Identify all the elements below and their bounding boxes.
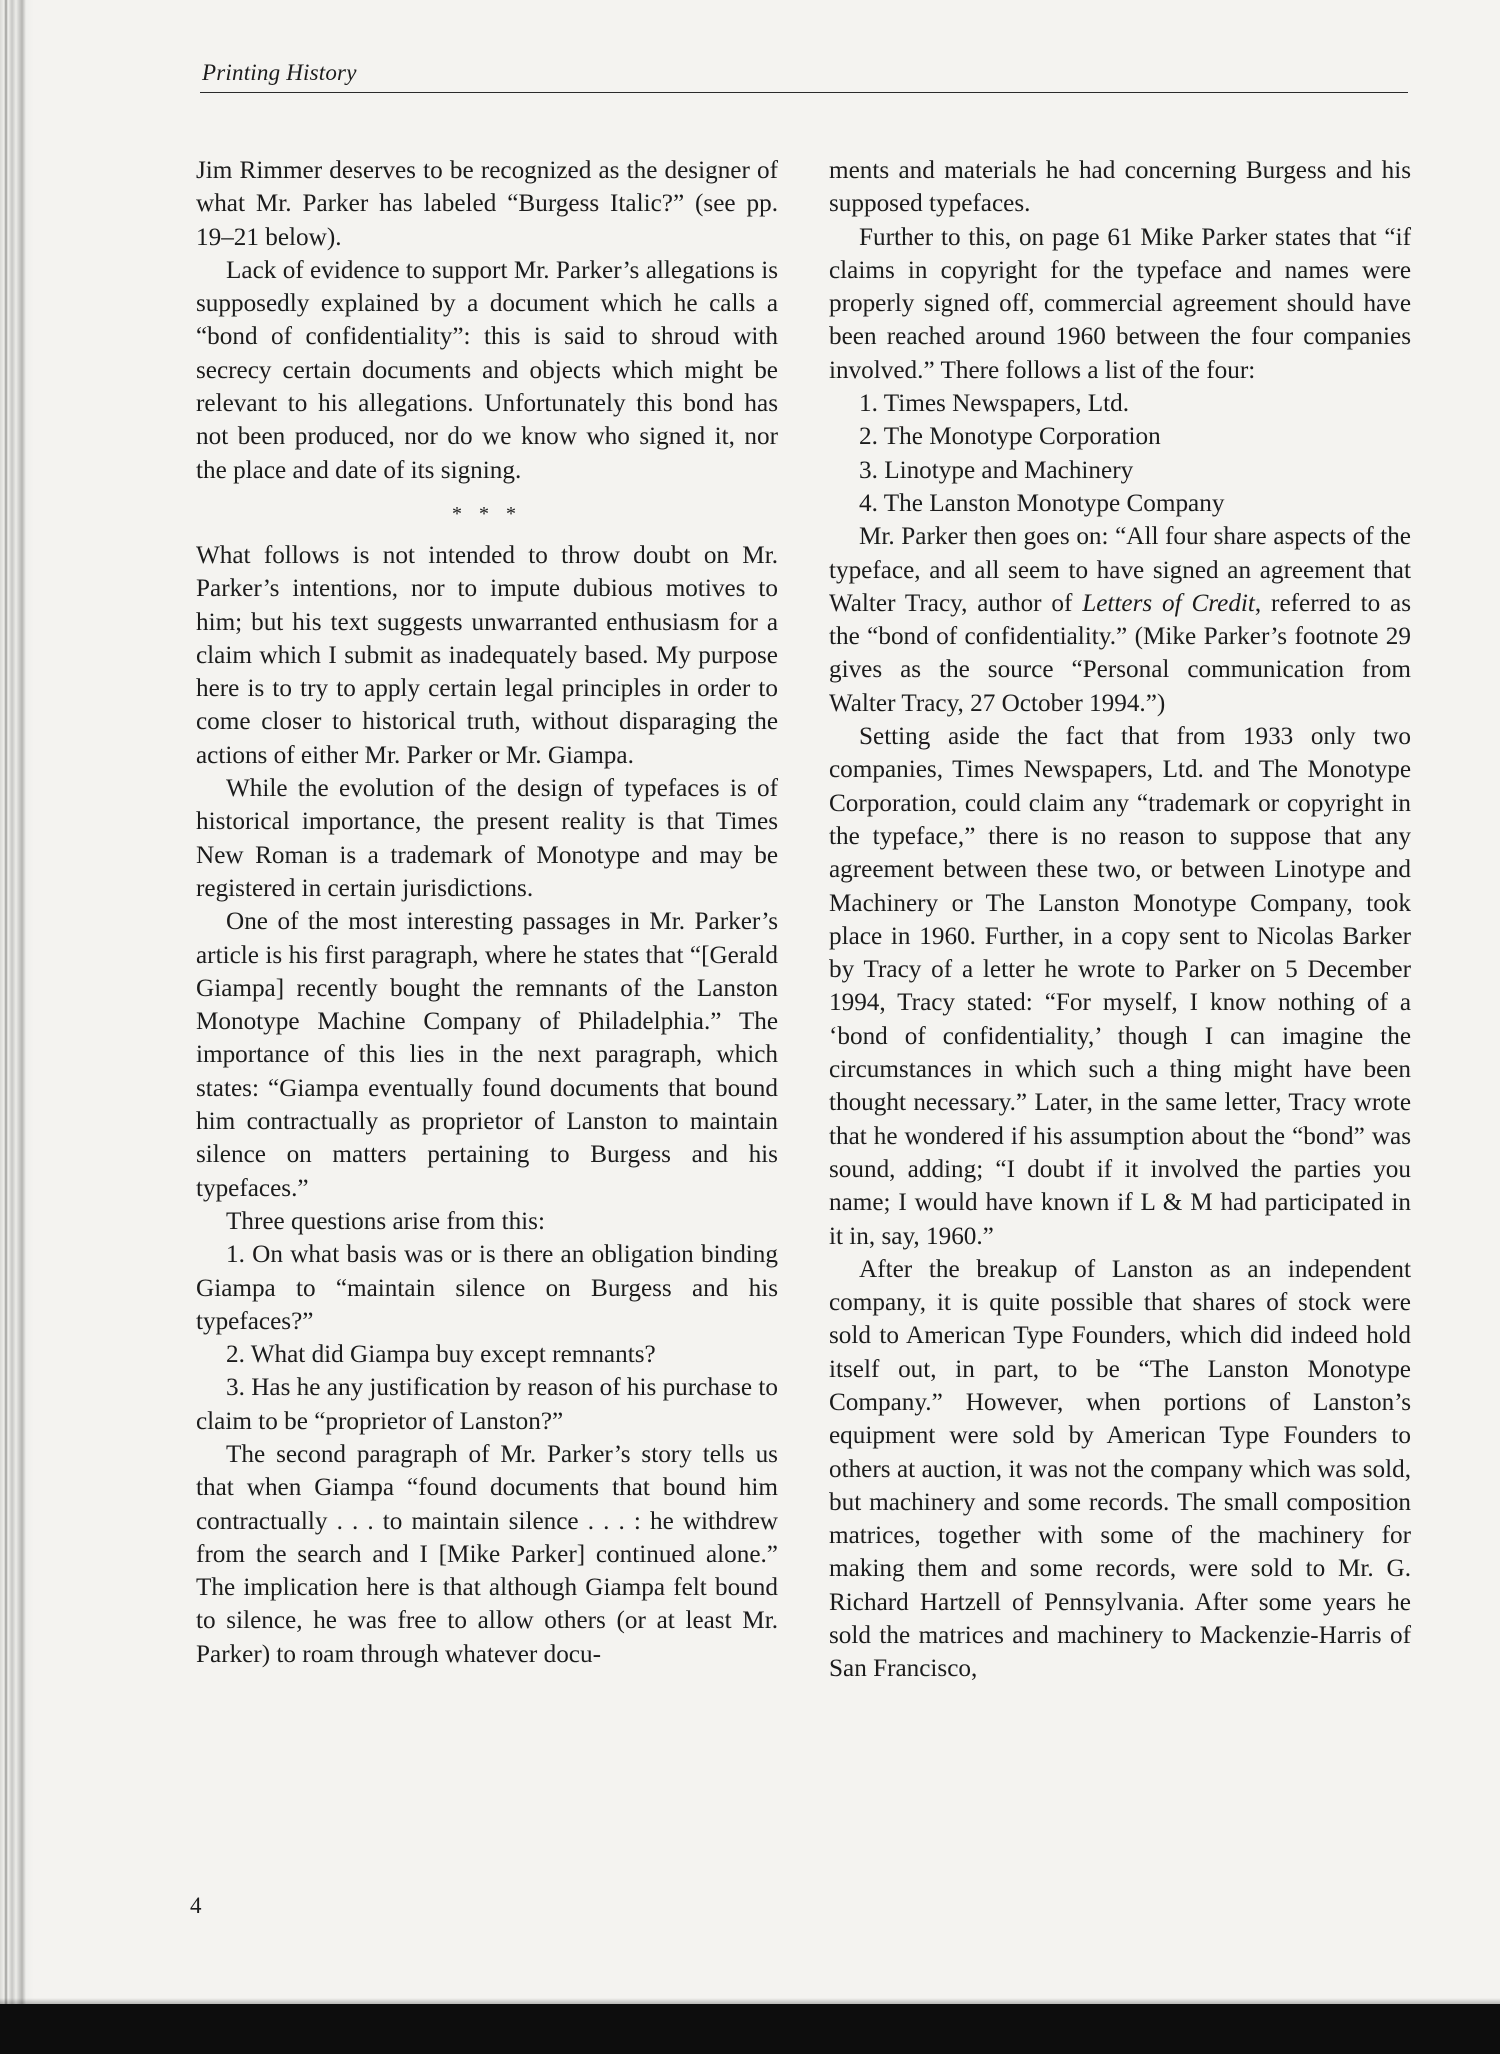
page-number: 4 xyxy=(190,1893,202,1918)
right-paragraph-5: After the breakup of Lanston as an independent company, it is quite possible that shares of stock were sold to American Type Founders, which did indeed hold itself out, in part, to be “The Lanston Monotype Company.” However, when portions of Lanston’s equipment were sold by American Type Founders to others at auction, it was not the company which was sold, but machinery and some records. The small composition matrices, together with some of the machinery for making them and some records, were sold to Mr. G. Richard Hartzell of Pennsylvania. After some years he sold the matrices and machinery to Mackenzie-Harris of San Francisco, xyxy=(829,1255,1411,1683)
running-head: Printing History xyxy=(202,60,357,85)
company-item-3: 3. Linotype and Machinery xyxy=(859,456,1134,484)
company-item-2: 2. The Monotype Corporation xyxy=(859,423,1161,451)
company-item-4: 4. The Lanston Monotype Company xyxy=(859,489,1225,517)
question-item-2: 2. What did Giampa buy except remnants? xyxy=(226,1341,656,1369)
left-paragraph-6: Three questions arise from this: xyxy=(226,1207,545,1235)
right-paragraph-1: ments and materials he had concerning Burgess and his supposed typefaces. xyxy=(829,157,1411,218)
left-paragraph-3: What follows is not intended to throw doubt on Mr. Parker’s intentions, nor to impute dubious motives to him; but his text suggests unwarranted enthusiasm for a claim which I submit as inadequately based. My purpose here is to try to apply certain legal principles in order to come closer to historical truth, without disparaging the actions of either Mr. Parker or Mr. Giampa. xyxy=(196,541,778,769)
right-paragraph-2: Further to this, on page 61 Mike Parker states that “if claims in copyright for the typeface and names were properly signed off, commercial agreement should have been reached around 1960 between the four companies involved.” There follows a list of the four: xyxy=(829,223,1411,384)
company-item-1: 1. Times Newspapers, Ltd. xyxy=(859,390,1130,418)
scan-binding-edge xyxy=(0,0,34,2054)
left-paragraph-2: Lack of evidence to support Mr. Parker’s allegations is supposedly explained by a document which he calls a “bond of confidentiality”: this is said to shroud with secrecy certain documents and objects which might be relevant to his allegations. Unfortunately this bond has not been produced, nor do we know who signed it, nor the place and date of its signing. xyxy=(196,256,778,484)
right-paragraph-3-text-a: Mr. Parker then goes on: “All four share aspects of the typeface, and all seem to have signed an agreement that Walter Tracy, author of xyxy=(829,523,1411,617)
left-column xyxy=(196,154,778,1671)
right-column xyxy=(829,154,1411,1686)
right-paragraph-3-text-b: , referred to as the “bond of confidentiality.” (Mike Parker’s footnote 29 gives as the source “Personal communication from Walter Tracy, 27 October 1994.”) xyxy=(829,589,1411,717)
section-break-asterisks: * * * xyxy=(452,502,522,525)
scan-bottom-bar xyxy=(0,2004,1500,2054)
left-paragraph-4: While the evolution of the design of typefaces is of historical importance, the present reality is that Times New Roman is a trademark of Monotype and may be registered in certain jurisdictions. xyxy=(196,775,778,902)
question-item-3: 3. Has he any justification by reason of his purchase to claim to be “proprietor of Lanston?” xyxy=(196,1374,778,1435)
left-paragraph-5: One of the most interesting passages in Mr. Parker’s article is his first paragraph, where he states that “[Gerald Giampa] recently bought the remnants of the Lanston Monotype Machine Company of Philadelphia.” The importance of this lies in the next paragraph, which states: “Giampa eventually found documents that bound him contractually as proprietor of Lanston to maintain silence on matters pertaining to Burgess and his typefaces.” xyxy=(196,908,778,1202)
book-title-letters-of-credit: Letters of Credit xyxy=(1082,589,1255,617)
question-item-1: 1. On what basis was or is there an obligation binding Giampa to “maintain silence on Burgess and his typefaces?” xyxy=(196,1241,778,1335)
left-paragraph-7: The second paragraph of Mr. Parker’s story tells us that when Giampa “found documents that bound him contractually . . . to maintain silence . . . : he withdrew from the search and I [Mike Parker] continued alone.” The implication here is that although Giampa felt bound to silence, he was free to allow others (or at least Mr. Parker) to roam through whatever docu- xyxy=(196,1440,778,1668)
left-paragraph-1: Jim Rimmer deserves to be recognized as the designer of what Mr. Parker has labeled “Burgess Italic?” (see pp. 19–21 below). xyxy=(196,157,778,251)
right-paragraph-4: Setting aside the fact that from 1933 only two companies, Times Newspapers, Ltd. and The Monotype Corporation, could claim any “trademark or copyright in the typeface,” there is no reason to suppose that any agreement between these two, or between Linotype and Machinery or The Lanston Monotype Company, took place in 1960. Further, in a copy sent to Nicolas Barker by Tracy of a letter he wrote to Parker on 5 December 1994, Tracy stated: “For myself, I know nothing of a ‘bond of confidentiality,’ though I can imagine the circumstances in which such a thing might have been thought necessary.” Later, in the same letter, Tracy wrote that he wondered if his assumption about the “bond” was sound, adding; “I doubt if it involved the parties you name; I would have known if L & M had participated in it in, say, 1960.” xyxy=(829,723,1411,1250)
right-paragraph-3 xyxy=(829,520,1411,720)
page-header xyxy=(200,58,1408,93)
